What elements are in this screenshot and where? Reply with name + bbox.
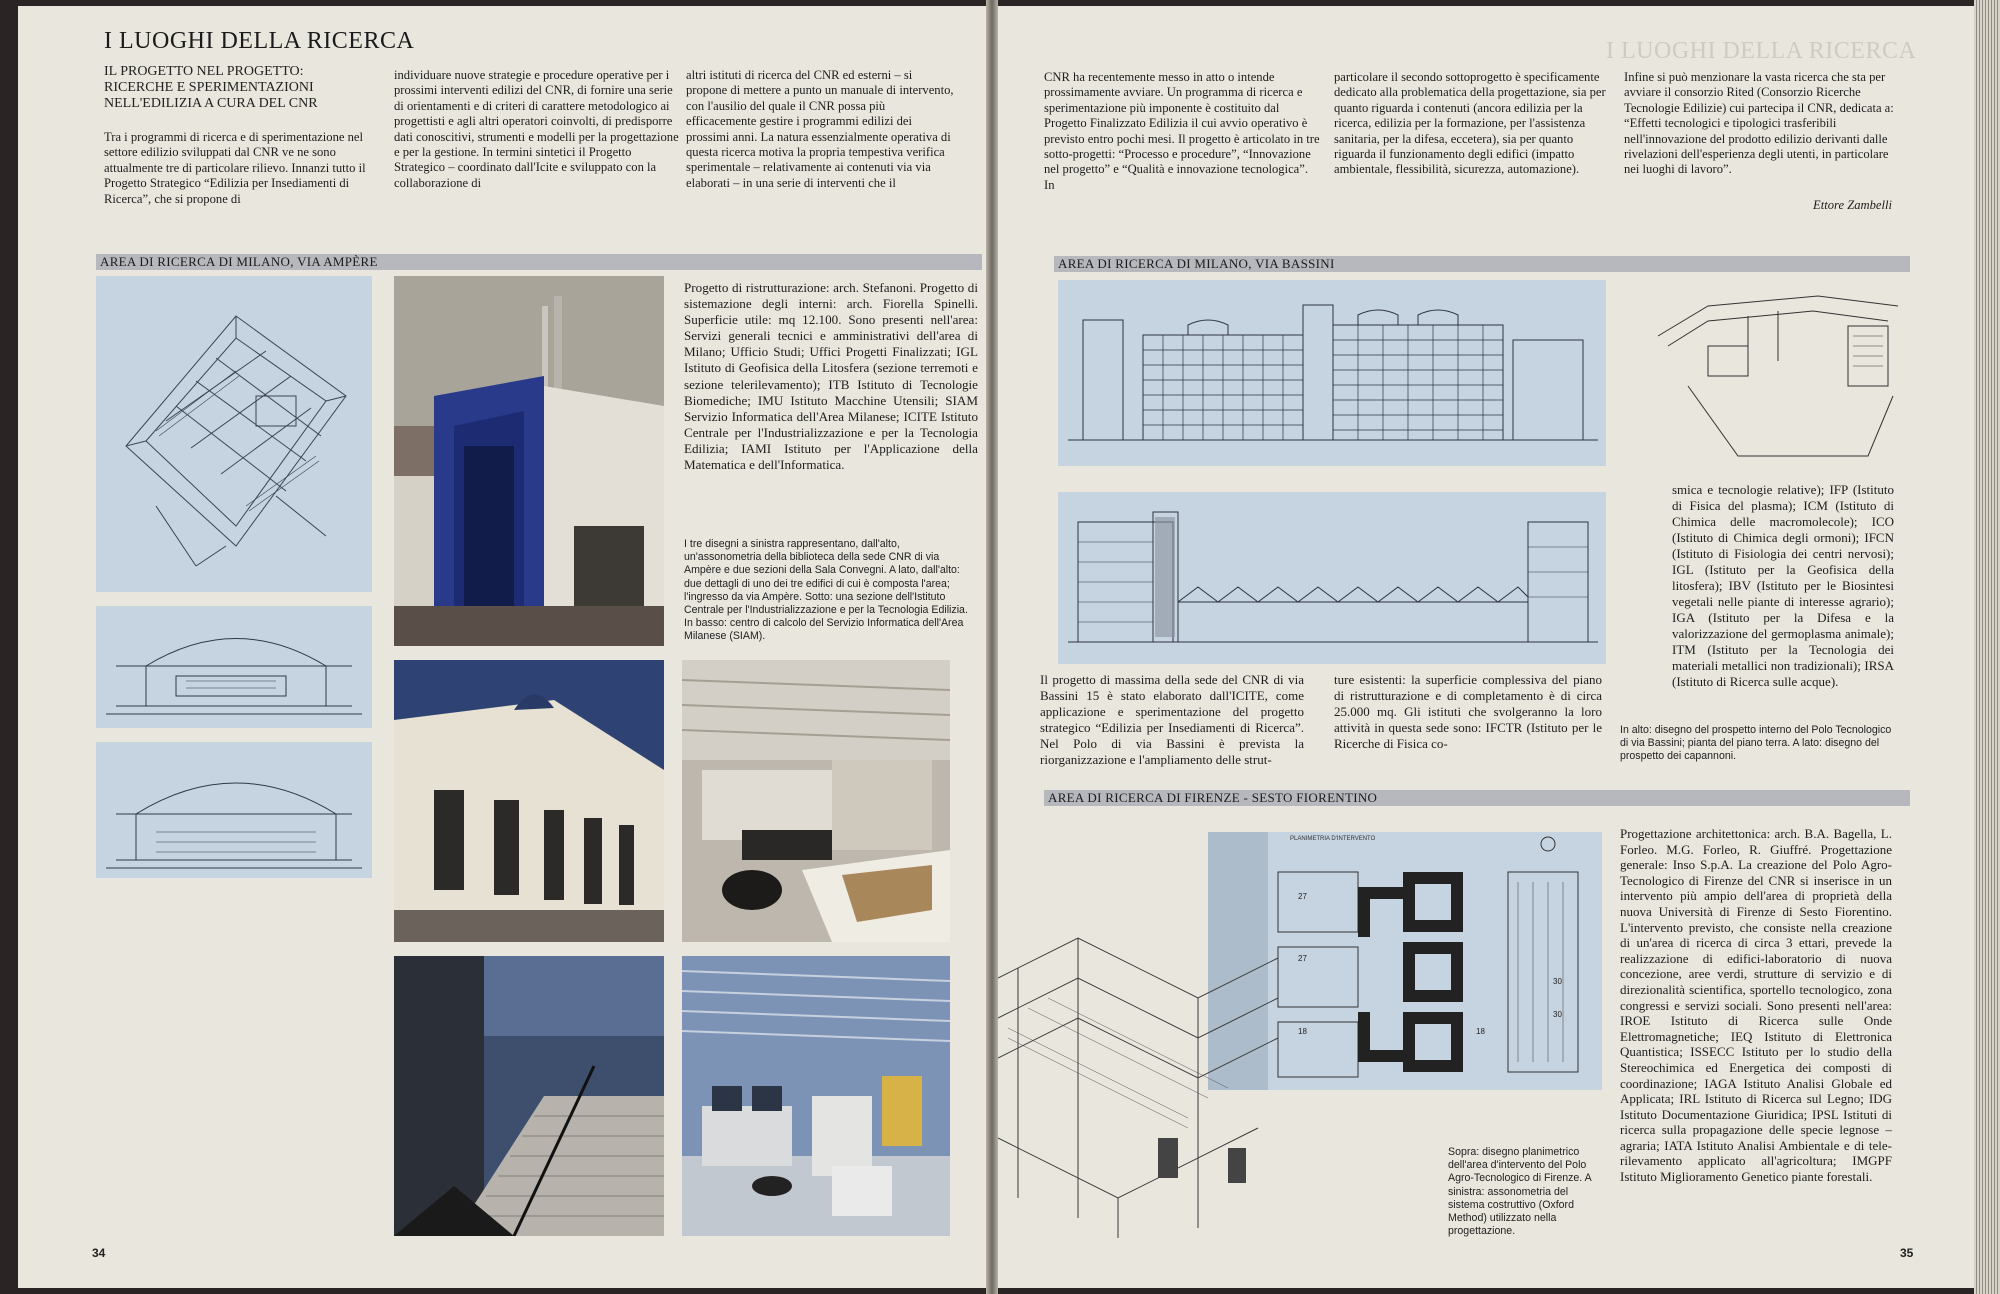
photo-siam-computer-center	[682, 956, 950, 1236]
left-page	[18, 6, 986, 1288]
convention-hall-section-1	[96, 606, 372, 728]
page-number-left: 34	[92, 1246, 106, 1260]
oxford-method-axonometry	[998, 918, 1328, 1238]
bassini-column-1: Il progetto di massima della sede del CNR di via Bassini 15 è stato elaborato dall'ICITE, come applicazione e sperimentazione del progetto strategico “Edilizia per Insediamenti di Ricerca”. Nel Polo di via Bassini è prevista la riorganizzazione e l'ampliamento delle strut-	[1040, 672, 1304, 767]
oxford-axonometry-svg	[998, 918, 1328, 1238]
convention-hall-section-2	[96, 742, 372, 878]
bassini-caption: In alto: disegno del prospetto interno del Polo Tecnologico di via Bassini; pianta del piano terra. A lato: disegno del prospetto dei capannoni.	[1620, 724, 1892, 763]
page-number-right: 35	[1900, 1246, 1914, 1260]
page-edges	[1974, 0, 2000, 1294]
bassini-column-2: ture esistenti: la superficie complessiva del piano di ristrutturazione e di completamento è di circa 25.000 mq. Gli istituti che svolgeranno la loro attività in questa sede sono: IFCTR (Istituto per le Ricerche di Fisica co-	[1334, 672, 1602, 751]
section-title-firenze: AREA DI RICERCA DI FIRENZE - SESTO FIORENTINO	[1044, 790, 1910, 806]
bassini-ground-floor-plan	[1648, 276, 1910, 472]
right-intro-column-3: Infine si può menzionare la vasta ricerca che sta per avviare il consorzio Rited (Consorzio Ricerche Tecnologie Edilizie) cui partecipa il CNR, dedicata a: “Effetti tecnologici e tipologici trasferibili nell'innovazione del prodotto edilizio derivanti dalle rivelazioni dell'esperienza degli utenti, in particolare nei luoghi di lavoro”.	[1624, 70, 1894, 177]
hangar-elevation-svg	[1058, 492, 1606, 664]
right-intro-column-1: CNR ha recentemente messo in atto o intende prossimamente avviare. Un programma di ricerca e sperimentazione più imponente è costituito dal Progetto Finalizzato Edilizia il cui avvio operativo è previsto entro pochi mesi. Il progetto è articolato in tre sotto-progetti: “Processo e procedure”, “Innovazione nel progetto” e “Qualità e innovazione tecnologica”. In	[1044, 70, 1320, 192]
photo-ampere-office	[682, 660, 950, 942]
plan-lot-number: 18	[1476, 1027, 1485, 1036]
plan-lot-number: 18	[1298, 1027, 1307, 1036]
plan-lot-number: 27	[1298, 892, 1307, 901]
book-gutter	[986, 0, 998, 1294]
plan-title-label: PLANIMETRIA D'INTERVENTO	[1290, 836, 1376, 842]
section-title-ampere: AREA DI RICERCA DI MILANO, VIA AMPÈRE	[96, 254, 982, 270]
firenze-project-text: Progettazione architettonica: arch. B.A. Bagella, L. Forleo. M.G. Forleo, R. Giuffré. Progettazione generale: Inso S.p.A. La creazione del Polo Agro-Tecnologico di Firenze del CNR si inserisce in un intervento più ampio dell'area di proprietà della nuova Università di Firenze di Sesto Fiorentino. L'intervento previsto, che consiste nella creazione di un'area di ricerca di circa 3 ettari, prevede la realizzazione di edifici-laboratorio di nuova concezione, aree verdi, strutture di servizio e di direzionalità scientifica, sportello tecnologico, zona congressi e servizi sociali. Sono presenti nell'area: IROE Istituto di Ricerca sulle Onde Elettromagnetiche; IEQ Istituto di Elettronica Quantistica; ISSECC Istituto per lo studio della Stereochimica ed Energetica dei composti di coordinazione; IAGA Istituto Analisi Globale ed Applicata; IRL Istituto di Ricerca sul Legno; IDG Istituto Documentazione Giuridica; IPSL Istituti di ricerca sulla propagazione delle specie legnose – agraria; IATA Istituto Analisi Ambientale e di tele-rilevamento applicato all'agricoltura; IMGPF Istituto Miglioramento Genetico piante forestali.	[1620, 826, 1892, 1185]
facade-photo-svg	[394, 276, 664, 646]
intro-column-2: individuare nuove strategie e procedure operative per i prossimi interventi edilizi del CNR, di fornire una serie di orientamenti e di criteri di carattere metodologico ai progettisti e agli altri operatori coinvolti, di predisporre dati conoscitivi, strumenti e modelli per la progettazione e per la gestione. In termini sintetici il Progetto Strategico – coordinato dall'Icite e sviluppato con la collaborazione di	[394, 68, 679, 190]
section-title-bassini: AREA DI RICERCA DI MILANO, VIA BASSINI	[1054, 256, 1910, 272]
office-photo-svg	[682, 660, 950, 942]
article-subtitle: IL PROGETTO NEL PROGETTO: RICERCHE E SPERIMENTAZIONI NELL'EDILIZIA A CURA DEL CNR	[104, 64, 318, 111]
firenze-caption: Sopra: disegno planimetrico dell'area d'intervento del Polo Agro-Tecnologico di Firenze. A sinistra: assonometria del sistema costruttivo (Oxford Method) utilizzato nella progettazione.	[1448, 1146, 1592, 1238]
right-intro-column-2: particolare il secondo sottoprogetto è specificamente dedicato alla problematica della progettazione, sia per quanto riguarda i contenuti (ancora edilizia per la ricerca, edilizia per la formazione, per l'assistenza sanitaria, per la difesa, eccetera), sia per quanto riguarda il funzionamento degli edifici (impatto ambientale, flessibilità, sicurezza, automazione).	[1334, 70, 1606, 177]
bassini-plan-svg	[1648, 276, 1910, 472]
bassini-column-3: smica e tecnologie relative); IFP (Istituto di Fisica del plasma); ICM (Istituto di Chimica delle macromolecole); ICO (Istituto di Chimica degli ormoni); IFCN (Istituto di Fisiologia dei centri nervosi); IGL (Istituto per la Geofisica della litosfera); IBV (Istituto per le Biosintesi vegetali nelle piante di interesse agrario); IGA (Istituto per la Difesa e la valorizzazione del germoplasma animale); ITM (Istituto per la Tecnologia dei materiali metallici non tradizionali); IRSA (Istituto di Ricerca sulle acque).	[1672, 482, 1894, 689]
photo-ampere-lobby	[394, 956, 664, 1236]
plan-lot-number: 27	[1298, 954, 1307, 963]
bassini-hangar-elevation	[1058, 492, 1606, 664]
bassini-internal-elevation	[1058, 280, 1606, 466]
author-name: Ettore Zambelli	[1813, 198, 1892, 212]
running-title: I LUOGHI DELLA RICERCA	[104, 28, 415, 54]
plan-lot-number: 30	[1553, 977, 1562, 986]
computer-photo-svg	[682, 956, 950, 1236]
exterior-photo-svg	[394, 660, 664, 942]
photo-ampere-facade	[394, 276, 664, 646]
intro-column-3: altri istituti di ricerca del CNR ed esterni – si propone di mettere a punto un manuale di intervento, con l'ausilio del quale il CNR possa più efficacemente gestire i programmi edilizi dei prossimi anni. La natura essenzialmente operativa di questa ricerca motiva la propria tempestiva verifica sperimentale – relativamente ai contenuti via via elaborati – in una serie di interventi che il	[686, 68, 954, 190]
right-page	[998, 6, 1974, 1288]
section-2-svg	[96, 742, 372, 878]
intro-column-1: Tra i programmi di ricerca e di sperimentazione nel settore edilizio sviluppati dal CNR ve ne sono attualmente tre di particolare rilievo. Innanzi tutto il Progetto Strategico “Edilizia per Insediamenti di Ricerca”, che si propone di	[104, 130, 366, 206]
ampere-project-text: Progetto di ristrutturazione: arch. Stefanoni. Progetto di sistemazione degli interni: arch. Fiorella Spinelli. Superficie utile: mq 12.100. Sono presenti nell'area: Servizi generali tecnici e amministrativi dell'area di Milano; Ufficio Studi; Uffici Progetti Finalizzati; IGL Istituto di Geofisica della Litosfera (sezione terremoti e sezione telerilevamento); ITB Istituto di Tecnologie Biomediche; IMU Istituto Macchine Utensili; SIAM Servizio Informatica dell'Area Milanese; ICITE Istituto Centrale per l'Industrializzazione e per la Tecnologia Edilizia; IAMI Istituto per l'Applicazione della Matematica e dell'Informatica.	[684, 280, 978, 473]
section-1-svg	[96, 606, 372, 728]
ampere-caption: I tre disegni a sinistra rappresentano, dall'alto, un'assonometria della biblioteca della sede CNR di via Ampère e due sezioni della Sala Convegni. A lato, dall'alto: due dettagli di uno dei tre edifici di cui è composta l'area; l'ingresso da via Ampère. Sotto: una sezione dell'Istituto Centrale per l'Industrializzazione e per la Tecnologia Edilizia. In basso: centro di calcolo del Servizio Informatica dell'Area Milanese (SIAM).	[684, 538, 968, 643]
photo-ampere-exterior	[394, 660, 664, 942]
axonometry-svg	[96, 276, 372, 592]
plan-lot-number: 30	[1553, 1010, 1562, 1019]
bassini-elevation-svg	[1058, 280, 1606, 466]
show-through-title: I LUOGHI DELLA RICERCA	[1606, 38, 1917, 64]
library-axonometry-drawing	[96, 276, 372, 592]
lobby-photo-svg	[394, 956, 664, 1236]
